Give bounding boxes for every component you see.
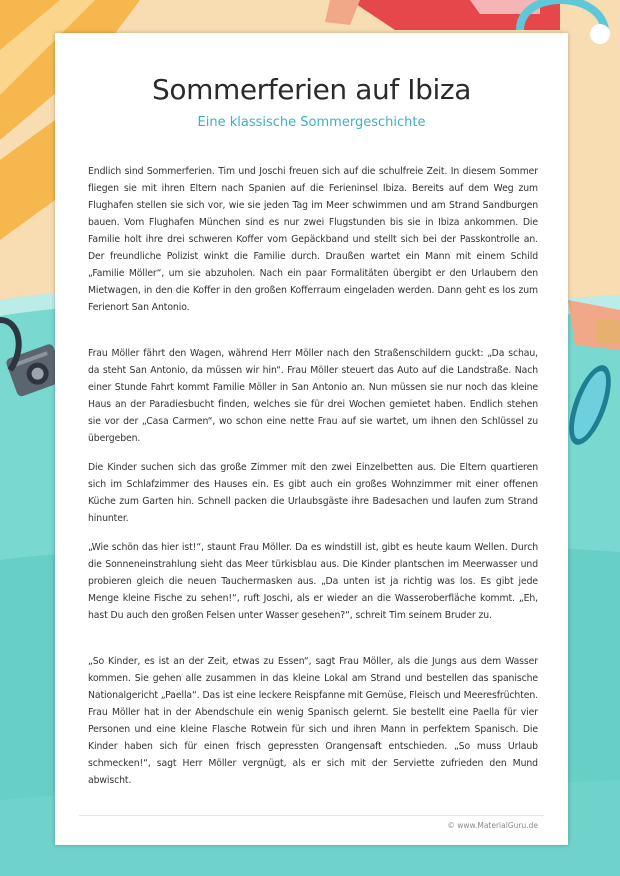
- page-title: Sommerferien auf Ibiza: [152, 73, 471, 106]
- footer-credit: © www.MaterialGuru.de: [447, 821, 538, 830]
- paragraph-4: „Wie schön das hier ist!“, staunt Frau Möller. Da es windstill ist, gibt es heute kaum Wellen. Durch die Sonneneinstrahlung sieht das Meer türkisblau aus. Die Kinder plantschen im Meerwasser und probieren gleich die neuen Tauchermasken aus. „Da unten ist ja richtig was los. Es gibt jede Menge kleine Fische zu sehen!“, ruft Joschi, als er wieder an die Wasseroberfläche kommt. „Eh, hast Du auch den großen Felsen unter Wasser gesehen?“, schreit Tim seinem Bruder zu.: [88, 542, 538, 621]
- paragraph-2: Frau Möller fährt den Wagen, während Herr Möller nach den Straßenschildern guckt: „Da schau, da steht San Antonio, da müssen wir hin“. Frau Möller steuert das Auto auf die Landstraße. Nach einer Stunde Fahrt kommt Familie Möller in San Antonio an. Nun müssen sie nur noch das kleine Haus an der Paradiesbucht finden, welches sie für drei Wochen gemietet haben. Endlich stehen sie vor der „Casa Carmen“, wo schon eine nette Frau auf sie wartet, um ihnen den Schlüssel zu übergeben.: [88, 348, 538, 444]
- page-subtitle: Eine klassische Sommergeschichte: [197, 115, 426, 130]
- paragraph-3: Die Kinder suchen sich das große Zimmer mit den zwei Einzelbetten aus. Die Eltern quartieren sich im Schlafzimmer des Hauses ein. Es gibt auch ein großes Wohnzimmer mit einer offenen Küche zum Garten hin. Schnell packen die Urlaubsgäste ihre Badesachen und laufen zum Strand hinunter.: [88, 462, 538, 524]
- paragraph-5: „So Kinder, es ist an der Zeit, etwas zu Essen“, sagt Frau Möller, als die Jungs aus dem Wasser kommen. Sie gehen alle zusammen in das kleine Lokal am Strand und bestellen das spanische Nationalgericht „Paella“. Das ist eine leckere Reispfanne mit Gemüse, Fleisch und Meeresfrüchten. Frau Möller hat in der Abendschule ein wenig Spanisch gelernt. Sie bestellt eine Paella für vier Personen und eine kleine Flasche Rotwein für sich und ihren Mann in perfektem Spanisch. Die Kinder haben sich für einen frisch gepressten Orangensaft entschieden. „So muss Urlaub schmecken!“, sagt Herr Möller vergnügt, als er sich mit der Serviette zufrieden den Mund abwischt.: [88, 656, 539, 786]
- story-page: [55, 33, 568, 845]
- footer-divider: [79, 815, 544, 816]
- paragraph-1: Endlich sind Sommerferien. Tim und Joschi freuen sich auf die schulfreie Zeit. In diesem Sommer fliegen sie mit ihren Eltern nach Spanien auf die Ferieninsel Ibiza. Bereits auf dem Weg zum Flughafen stellen sie sich vor, wie sie jeden Tag im Meer schwimmen und am Strand Sandburgen bauen. Vom Flughafen München sind es nur zwei Flugstunden bis sie in Ibiza ankommen. Die Familie holt ihre drei schweren Koffer vom Gepäckband und stellt sich bei der Passkontrolle an. Der freundliche Polizist winkt die Familie durch. Draußen wartet ein Mann mit einem Schild „Familie Möller“, um sie abzuholen. Nach ein paar Formalitäten übergibt er den Urlaubern den Mietwagen, in den die Koffer in den großen Kofferraum eingeladen werden. Dann geht es los zum Ferienort San Antonio.: [88, 166, 538, 313]
